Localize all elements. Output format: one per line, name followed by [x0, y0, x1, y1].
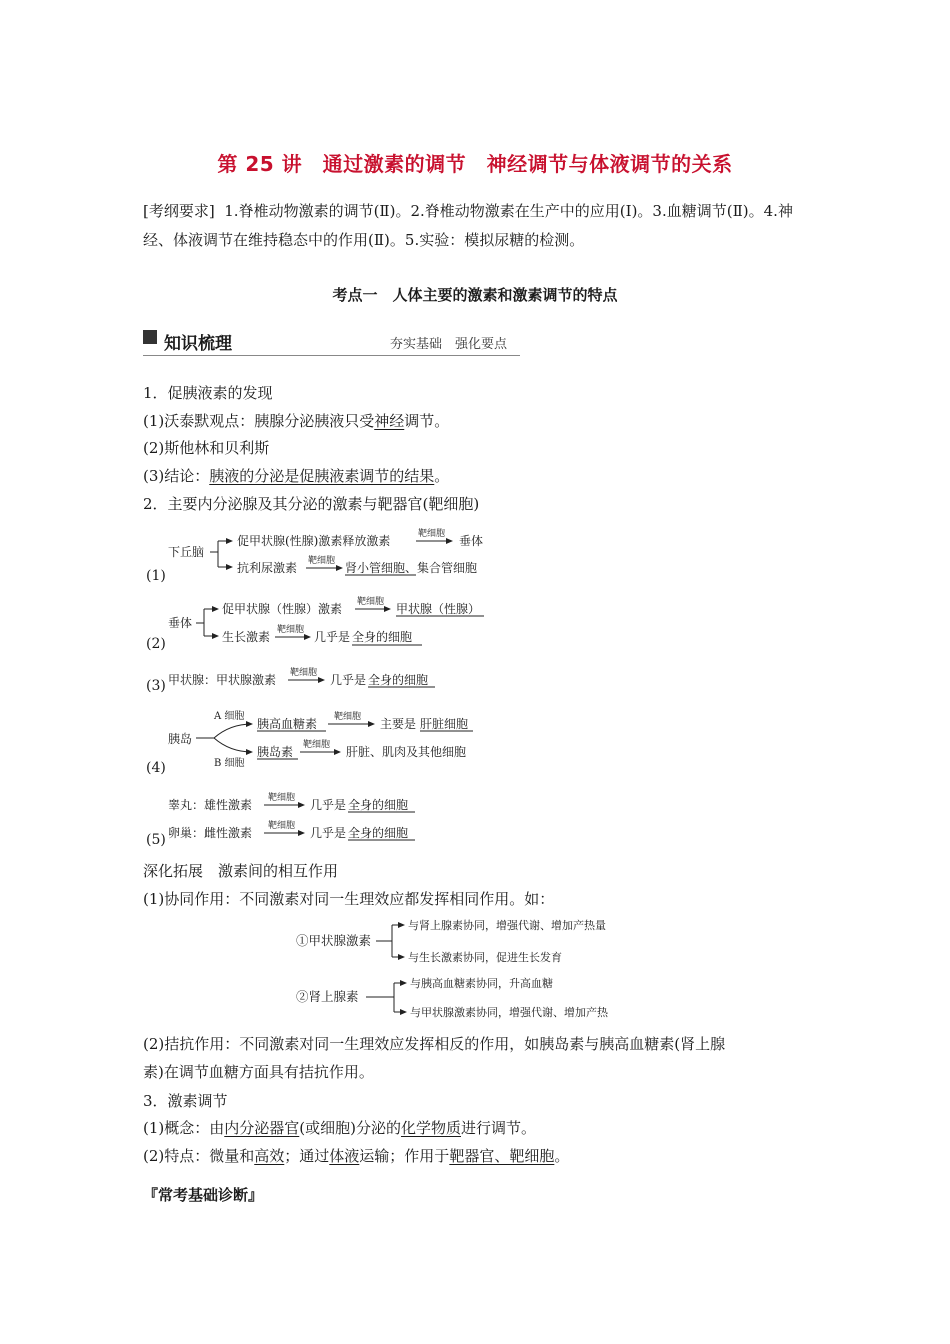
g5-number: (5) [146, 832, 166, 848]
g4-a-cell: A 细胞 [214, 711, 245, 722]
g4-target1-pre: 主要是 [380, 717, 417, 731]
s3-concept-end: 进行调节。 [461, 1119, 537, 1137]
s3-features-answer3: 靶器官、靶细胞 [449, 1147, 555, 1165]
g2-arrow-label1: 靶细胞 [357, 597, 385, 607]
ext-d2-branch2: 与甲状腺激素协同，增强代谢、增加产热 [410, 1006, 608, 1019]
g2-hormone2: 生长激素 [222, 630, 271, 644]
g3-target-answer: 全身的细胞 [368, 673, 429, 687]
section-title: 考点一 人体主要的激素和激素调节的特点 [332, 286, 618, 304]
ext-d2-source: ②肾上腺素 [296, 989, 359, 1004]
ext-d1-branch1: 与肾上腺素协同，增强代谢、增加产热量 [408, 919, 606, 932]
g4-number: (4) [146, 760, 166, 776]
ext-d1-branch2: 与生长激素协同，促进生长发育 [408, 951, 562, 964]
g4-hormone2: 胰岛素 [257, 745, 294, 759]
g2-number: (2) [146, 636, 166, 652]
extension-heading: 深化拓展 激素间的相互作用 [143, 862, 339, 880]
g3-number: (3) [146, 678, 166, 694]
s1-l3-end: 。 [434, 467, 450, 485]
g1-arrow-label1: 靶细胞 [418, 529, 446, 539]
s1-l1-end: 调节。 [404, 412, 450, 430]
g5-target1-pre: 几乎是 [310, 798, 347, 812]
ext-d2-branch1: 与胰高血糖素协同，升高血糖 [410, 977, 553, 990]
s3-features-answer1: 高效 [254, 1147, 285, 1165]
s3-features-mid2: 运输；作用于 [359, 1147, 450, 1165]
g5-arrow-label2: 靶细胞 [268, 821, 296, 831]
requirements-text: 1.脊椎动物激素的调节(Ⅱ)。2.脊椎动物激素在生产中的应用(Ⅰ)。3.血糖调节(Ⅱ)。4.神经、体液调节在维持稳态中的作用(Ⅱ)。5.实验：模拟尿糖的检测。 [143, 202, 793, 249]
s3-concept-answer2: 化学物质 [400, 1119, 461, 1137]
s3-concept-text: (1)概念：由 [143, 1119, 225, 1137]
g2-arrow-label2: 靶细胞 [277, 625, 305, 635]
s1-l3-text: (3)结论： [143, 467, 210, 485]
g5-target2-pre: 几乎是 [310, 826, 347, 840]
s3-concept-answer1: 内分泌器官 [224, 1119, 300, 1137]
g2-target2-answer: 全身的细胞 [352, 630, 413, 644]
g2-source: 垂体 [168, 616, 193, 630]
basic-diagnosis-heading: 『常考基础诊断』 [143, 1186, 264, 1204]
page-title: 第 25 讲 通过激素的调节 神经调节与体液调节的关系 [217, 152, 733, 176]
g5-source2: 卵巢：雌性激素 [168, 826, 253, 840]
s1-line2: (2)斯他林和贝利斯 [143, 439, 270, 457]
g4-arrow-label2: 靶细胞 [303, 740, 331, 750]
g4-arrow-label1: 靶细胞 [334, 712, 362, 722]
g1-target1: 垂体 [459, 534, 484, 548]
g1-number: (1) [146, 568, 166, 584]
s1-heading: 1．促胰液素的发现 [143, 384, 273, 402]
s3-features-mid1: ；通过 [284, 1147, 330, 1165]
s3-features-answer2: 体液 [329, 1147, 360, 1165]
ext-d1-source: ①甲状腺激素 [296, 933, 372, 948]
s1-l3-answer: 胰液的分泌是促胰液素调节的结果 [209, 467, 435, 485]
g4-b-cell: B 细胞 [214, 758, 245, 769]
extension-antagonism-2: 素)在调节血糖方面具有拮抗作用。 [143, 1063, 374, 1081]
extension-synergy: (1)协同作用：不同激素对同一生理效应都发挥相同作用。如： [143, 890, 555, 908]
s1-l1-answer: 神经 [374, 412, 405, 430]
g3-arrow-label: 靶细胞 [290, 668, 318, 678]
g1-source: 下丘脑 [168, 545, 205, 559]
s3-features-text: (2)特点：微量和 [143, 1147, 255, 1165]
s2-heading: 2．主要内分泌腺及其分泌的激素与靶器官(靶细胞) [143, 495, 480, 513]
s3-features-end: 。 [554, 1147, 570, 1165]
g5-arrow-label1: 靶细胞 [268, 793, 296, 803]
s3-concept [143, 1117, 536, 1138]
s1-l1-text: (1)沃泰默观点：胰腺分泌胰液只受 [143, 412, 375, 430]
g4-source: 胰岛 [168, 732, 193, 746]
s3-heading: 3．激素调节 [143, 1092, 228, 1110]
s3-features [143, 1145, 569, 1166]
extension-antagonism-1: (2)拮抗作用：不同激素对同一生理效应发挥相反的作用，如胰岛素与胰高血糖素(肾上腺 [143, 1035, 726, 1053]
g4-target1-answer: 肝脏细胞 [420, 717, 469, 731]
g5-source1: 睾丸：雄性激素 [168, 798, 253, 812]
g5-target2-answer: 全身的细胞 [348, 826, 409, 840]
g5-target1-answer: 全身的细胞 [348, 798, 409, 812]
g1-hormone2: 抗利尿激素 [237, 561, 298, 575]
g4-hormone1: 胰高血糖素 [257, 717, 318, 731]
g1-hormone1: 促甲状腺(性腺)激素释放激素 [237, 534, 391, 548]
g2-hormone1: 促甲状腺（性腺）激素 [222, 602, 343, 616]
g1-arrow-label2: 靶细胞 [308, 556, 336, 566]
g3-target-pre: 几乎是 [330, 673, 367, 687]
g3-source: 甲状腺：甲状腺激素 [168, 673, 277, 687]
knowledge-bar-title: 知识梳理 [164, 334, 232, 354]
g2-target1: 甲状腺（性腺） [396, 602, 481, 616]
requirements-label: [考纲要求] [143, 202, 215, 220]
g2-target2-pre: 几乎是 [314, 630, 351, 644]
s3-concept-mid: (或细胞)分泌的 [299, 1119, 401, 1137]
g4-target2: 肝脏、肌肉及其他细胞 [346, 745, 467, 759]
g1-target2: 肾小管细胞、集合管细胞 [345, 561, 478, 575]
knowledge-bar-subtitle: 夯实基础 强化要点 [390, 337, 508, 352]
